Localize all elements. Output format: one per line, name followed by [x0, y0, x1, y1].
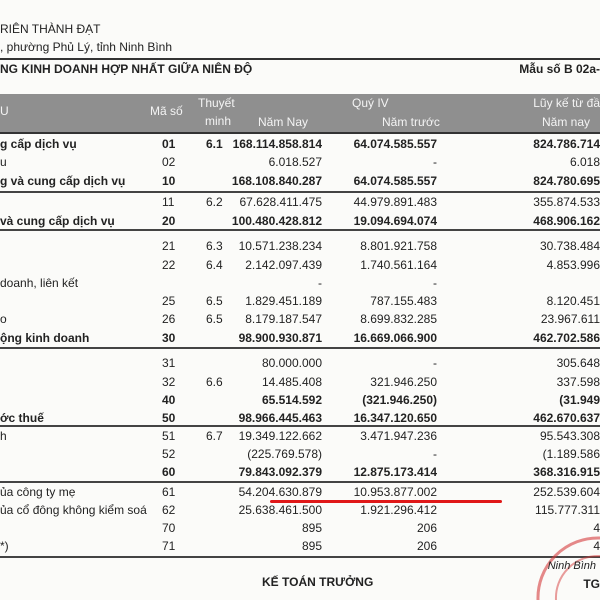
row-previous-year: 1.921.296.412 — [360, 503, 437, 517]
row-current-year: 65.514.592 — [261, 393, 322, 407]
divider — [0, 191, 600, 193]
row-current-year: 14.485.408 — [261, 375, 322, 389]
row-current-year: 54.204.630.879 — [238, 485, 322, 499]
row-note: 6.5 — [206, 312, 223, 326]
table-row — [0, 310, 600, 328]
row-previous-year: 16.669.066.900 — [353, 331, 437, 345]
table-row — [0, 445, 600, 463]
row-cumulative: 337.598 — [556, 375, 600, 389]
row-cumulative: 462.702.586 — [533, 331, 600, 345]
table-row — [0, 427, 600, 445]
row-current-year: 10.571.238.234 — [238, 239, 322, 253]
row-current-year: 80.000.000 — [261, 356, 322, 370]
header-previous-year: Năm trước — [382, 115, 440, 129]
row-current-year: 168.108.840.287 — [231, 174, 322, 188]
table-row — [0, 391, 600, 409]
row-label: g và cung cấp dịch vụ — [0, 174, 126, 188]
row-cumulative: 305.648 — [556, 356, 600, 370]
row-current-year: 8.179.187.547 — [245, 312, 322, 326]
row-code: 26 — [162, 312, 176, 326]
table-row — [0, 237, 600, 255]
row-previous-year: 321.946.250 — [370, 375, 437, 389]
row-previous-year: 64.074.585.557 — [353, 137, 437, 151]
row-code: 32 — [162, 375, 176, 389]
row-current-year: 6.018.527 — [268, 155, 322, 169]
row-current-year: 100.480.428.812 — [231, 214, 322, 228]
row-cumulative: 468.906.162 — [533, 214, 600, 228]
row-note: 6.1 — [206, 137, 223, 151]
row-code: 11 — [162, 195, 175, 209]
row-previous-year: 787.155.483 — [370, 294, 437, 308]
divider — [0, 556, 600, 558]
table-row — [0, 193, 600, 211]
table-row — [0, 463, 600, 481]
row-cumulative: 30.738.484 — [539, 239, 600, 253]
row-cumulative: 6.018 — [569, 155, 600, 169]
row-note: 6.2 — [206, 195, 223, 209]
form-number: Mẫu số B 02a- — [519, 62, 600, 76]
table-row — [0, 537, 600, 555]
row-code: 70 — [162, 521, 176, 535]
row-current-year: 895 — [301, 539, 322, 553]
row-previous-year: 206 — [416, 539, 437, 553]
row-label: h — [0, 429, 7, 443]
row-label: g cấp dịch vụ — [0, 137, 77, 151]
row-label: ủa cổ đông không kiểm soá — [0, 503, 147, 517]
row-current-year: 895 — [301, 521, 322, 535]
row-code: 20 — [162, 214, 176, 228]
row-code: 62 — [162, 503, 176, 517]
row-label: doanh, liên kết — [0, 276, 79, 290]
row-code: 02 — [162, 155, 176, 169]
row-current-year: 67.628.411.475 — [239, 195, 322, 209]
divider — [0, 481, 600, 483]
row-previous-year: 16.347.120.650 — [353, 411, 437, 425]
row-code: 21 — [162, 239, 176, 253]
company-address: , phường Phủ Lý, tỉnh Ninh Bình — [0, 40, 173, 54]
row-cumulative: 23.967.611 — [540, 312, 600, 326]
row-cumulative: 8.120.451 — [546, 294, 600, 308]
row-previous-year: 8.801.921.758 — [360, 239, 437, 253]
row-cumulative: 252.539.604 — [533, 485, 600, 499]
row-label: o — [0, 312, 7, 326]
director-label: TG — [583, 577, 600, 591]
header-quarter: Quý IV — [352, 96, 389, 110]
row-current-year: 19.349.122.662 — [238, 429, 322, 443]
row-label: và cung cấp dịch vụ — [0, 214, 115, 228]
row-current-year: 1.829.451.189 — [245, 294, 322, 308]
row-code: 25 — [162, 294, 176, 308]
table-row — [0, 153, 600, 171]
header-code: Mã số — [150, 104, 183, 118]
row-current-year: 79.843.092.379 — [238, 465, 322, 479]
row-label: *) — [0, 539, 9, 553]
company-name: RIÊN THÀNH ĐẠT — [0, 22, 101, 36]
signature-place: Ninh Bình — [547, 560, 596, 572]
row-code: 40 — [162, 393, 176, 407]
row-code: 30 — [162, 331, 176, 345]
row-previous-year: (321.946.250) — [362, 393, 437, 407]
row-code: 60 — [162, 465, 176, 479]
row-current-year: 2.142.097.439 — [245, 258, 322, 272]
header-note-bottom: minh — [205, 114, 232, 128]
row-previous-year: 19.094.694.074 — [353, 214, 437, 228]
table-row — [0, 292, 600, 310]
row-cumulative: 95.543.308 — [539, 429, 600, 443]
table-row — [0, 135, 600, 153]
table-row — [0, 501, 600, 519]
table-row — [0, 483, 600, 501]
header-current-year: Năm Nay — [258, 115, 309, 129]
row-cumulative: 4 — [593, 521, 600, 535]
row-code: 31 — [162, 356, 176, 370]
table-row — [0, 256, 600, 274]
row-previous-year: 12.875.173.414 — [353, 465, 437, 479]
row-cumulative: 824.786.714 — [533, 137, 600, 151]
row-cumulative: 355.874.533 — [533, 195, 600, 209]
row-label: ớc thuế — [0, 411, 44, 425]
table-row — [0, 274, 600, 292]
table-header — [0, 94, 600, 132]
row-previous-year: - — [433, 356, 437, 370]
row-current-year: (225.769.578) — [247, 447, 322, 461]
row-previous-year: 206 — [416, 521, 437, 535]
row-cumulative: 462.670.637 — [533, 411, 600, 425]
row-cumulative: 115.777.311 — [535, 503, 600, 517]
header-note-top: Thuyết — [198, 96, 235, 110]
row-current-year: 168.114.858.814 — [232, 137, 322, 151]
divider — [0, 229, 600, 231]
row-previous-year: - — [433, 276, 437, 290]
header-cumulative: Lũy kế từ đầ — [533, 96, 600, 110]
table-row — [0, 212, 600, 230]
row-code: 10 — [162, 174, 176, 188]
row-code: 50 — [162, 411, 176, 425]
row-cumulative: 4.853.996 — [546, 258, 600, 272]
row-previous-year: - — [433, 155, 437, 169]
table-row — [0, 329, 600, 347]
row-previous-year: 64.074.585.557 — [353, 174, 437, 188]
row-note: 6.5 — [206, 294, 223, 308]
row-previous-year: 44.979.891.483 — [353, 195, 437, 209]
red-highlight-underline — [270, 500, 502, 503]
row-previous-year: - — [433, 447, 437, 461]
report-title: NG KINH DOANH HỢP NHẤT GIỮA NIÊN ĐỘ — [0, 62, 253, 76]
table-row — [0, 373, 600, 391]
row-label: ủa công ty mẹ — [0, 485, 76, 499]
row-previous-year: 3.471.947.236 — [360, 429, 437, 443]
divider — [0, 132, 600, 134]
row-code: 52 — [162, 447, 176, 461]
table-row — [0, 172, 600, 190]
table-row — [0, 519, 600, 537]
row-code: 01 — [162, 137, 176, 151]
row-note: 6.3 — [206, 239, 223, 253]
row-cumulative: 368.316.915 — [533, 465, 600, 479]
header-label: U — [0, 104, 9, 118]
row-code: 61 — [162, 485, 176, 499]
row-cumulative: (1.189.586 — [542, 447, 600, 461]
chief-accountant-label: KẾ TOÁN TRƯỞNG — [262, 575, 374, 589]
row-current-year: - — [318, 276, 322, 290]
row-code: 51 — [162, 429, 176, 443]
row-label: u — [0, 155, 7, 169]
row-current-year: 98.900.930.871 — [238, 331, 322, 345]
row-code: 71 — [162, 539, 176, 553]
divider — [0, 425, 600, 427]
header-cumulative-sub: Năm nay — [542, 115, 591, 129]
row-label: ộng kinh doanh — [0, 331, 90, 345]
row-note: 6.7 — [206, 429, 223, 443]
row-cumulative: 4 — [593, 539, 600, 553]
row-previous-year: 8.699.832.285 — [360, 312, 437, 326]
divider — [0, 347, 600, 349]
row-previous-year: 1.740.561.164 — [360, 258, 437, 272]
row-code: 22 — [162, 258, 176, 272]
table-row — [0, 354, 600, 372]
row-previous-year: 10.953.877.002 — [353, 485, 437, 499]
divider — [0, 58, 600, 60]
row-note: 6.4 — [206, 258, 223, 272]
row-current-year: 25.638.461.500 — [238, 503, 322, 517]
row-current-year: 98.966.445.463 — [238, 411, 322, 425]
row-cumulative: (31.949 — [559, 393, 600, 407]
row-note: 6.6 — [206, 375, 223, 389]
row-cumulative: 824.780.695 — [533, 174, 600, 188]
